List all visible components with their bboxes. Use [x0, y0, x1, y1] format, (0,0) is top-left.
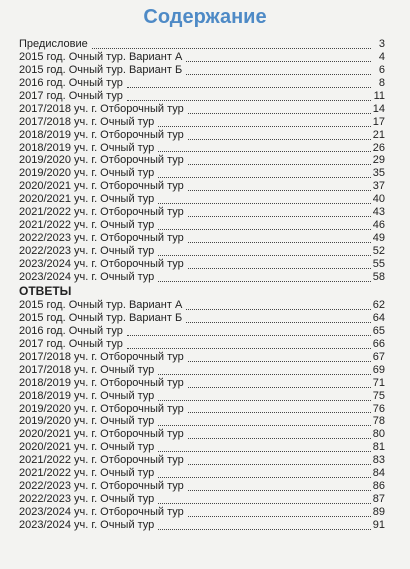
- toc-entry: [19, 480, 385, 493]
- dot-leader: [158, 366, 370, 375]
- dot-leader: [188, 482, 371, 491]
- toc-entry-page: 3: [378, 38, 385, 50]
- toc-entry: [19, 90, 385, 103]
- dot-leader: [127, 340, 371, 349]
- toc-entry: [19, 428, 385, 441]
- dot-leader: [188, 456, 371, 465]
- toc-entry-label: 2017 год. Очный тур: [19, 337, 123, 350]
- dot-leader: [158, 392, 370, 401]
- toc-entry: [19, 232, 385, 245]
- toc-entry: [19, 116, 385, 129]
- dot-leader: [158, 195, 370, 204]
- answers-section: [19, 283, 385, 532]
- toc-entry: [19, 441, 385, 454]
- dot-leader: [158, 143, 370, 152]
- toc-entry-page: 55: [372, 257, 385, 270]
- dot-leader: [186, 53, 371, 62]
- toc-entry-label: 2021/2022 уч. г. Отборочный тур: [19, 206, 184, 219]
- toc-entry-label: 2022/2023 уч. г. Очный тур: [19, 493, 155, 506]
- toc-entry-label: 2021/2022 уч. г. Очный тур: [19, 219, 155, 232]
- toc-entry-page: 78: [372, 415, 385, 428]
- toc-entry-label: 2022/2023 уч. г. Очный тур: [19, 245, 155, 257]
- toc-entry: [19, 493, 385, 506]
- toc-entry: [19, 351, 385, 364]
- page-title: Содержание: [143, 6, 267, 28]
- toc-entry-page: 83: [372, 454, 385, 467]
- toc-entry: [19, 519, 385, 532]
- dot-leader: [188, 105, 371, 114]
- dot-leader: [186, 66, 371, 75]
- toc-entry-page: 29: [372, 154, 385, 167]
- toc-entry: [19, 467, 385, 480]
- toc-entry-label: 2020/2021 уч. г. Отборочный тур: [19, 428, 184, 441]
- toc-entry-page: 65: [372, 324, 385, 337]
- toc-entry-label: 2022/2023 уч. г. Отборочный тур: [19, 232, 184, 245]
- dot-leader: [188, 379, 371, 388]
- toc-entry: [19, 338, 385, 351]
- toc-entry: [19, 167, 385, 180]
- toc-entry: [19, 258, 385, 271]
- toc-entry-page: 4: [378, 50, 385, 63]
- toc-entry: [19, 154, 385, 167]
- toc-entry-label: 2018/2019 уч. г. Очный тур: [19, 141, 155, 154]
- toc-entry-label: 2020/2021 уч. г. Очный тур: [19, 193, 155, 206]
- toc-entry-label: 2015 год. Очный тур. Вариант А: [19, 50, 183, 63]
- dot-leader: [188, 404, 371, 413]
- toc-entry-label: 2022/2023 уч. г. Отборочный тур: [19, 480, 184, 493]
- toc-entry-page: 8: [378, 76, 385, 89]
- toc-entry-label: 2015 год. Очный тур. Вариант Б: [19, 311, 183, 324]
- dot-leader: [186, 301, 370, 310]
- toc-entry: [19, 377, 385, 390]
- dot-leader: [158, 221, 370, 230]
- toc-entry-label: 2015 год. Очный тур. Вариант Б: [19, 63, 183, 76]
- toc-entry: [19, 299, 385, 312]
- toc-entry: [19, 129, 385, 142]
- toc-entry-label: Предисловие: [19, 38, 88, 50]
- toc-entry-page: 46: [372, 219, 385, 232]
- toc-entry-page: 71: [372, 376, 385, 389]
- toc-entry: [19, 271, 385, 284]
- toc-entry-label: 2015 год. Очный тур. Вариант А: [19, 299, 183, 311]
- toc-entry-page: 43: [372, 206, 385, 219]
- dot-leader: [188, 208, 371, 217]
- toc-entry-label: 2018/2019 уч. г. Очный тур: [19, 389, 155, 402]
- dot-leader: [188, 260, 371, 269]
- toc-entry: [19, 77, 385, 90]
- toc-entry-page: 37: [372, 180, 385, 193]
- toc-entry-label: 2017/2018 уч. г. Отборочный тур: [19, 350, 184, 363]
- toc-entry-page: 17: [372, 115, 385, 128]
- toc-entry: [19, 193, 385, 206]
- toc-entry-label: 2023/2024 уч. г. Очный тур: [19, 270, 155, 283]
- dot-leader: [188, 353, 371, 362]
- contents-list: [19, 38, 385, 284]
- toc-entry-page: 91: [372, 518, 385, 531]
- toc-entry-page: 40: [372, 193, 385, 206]
- toc-entry-page: 21: [372, 128, 385, 141]
- toc-entry: [19, 206, 385, 219]
- answers-heading: ОТВЕТЫ: [19, 284, 72, 298]
- toc-entry-label: 2019/2020 уч. г. Отборочный тур: [19, 402, 184, 415]
- toc-entry-page: 49: [372, 232, 385, 245]
- toc-entry-label: 2020/2021 уч. г. Очный тур: [19, 441, 155, 454]
- toc-entry: [19, 180, 385, 193]
- toc-entry-page: 80: [372, 428, 385, 441]
- toc-entry-page: 35: [372, 167, 385, 180]
- toc-entry-page: 64: [372, 311, 385, 324]
- toc-entry: [19, 142, 385, 155]
- toc-entry-label: 2021/2022 уч. г. Отборочный тур: [19, 454, 184, 467]
- toc-entry-page: 81: [372, 441, 385, 454]
- dot-leader: [158, 169, 370, 178]
- toc-entry-label: 2018/2019 уч. г. Отборочный тур: [19, 376, 184, 389]
- toc-entry: [19, 325, 385, 338]
- toc-entry-page: 89: [372, 506, 385, 518]
- toc-entry-label: 2023/2024 уч. г. Очный тур: [19, 518, 155, 531]
- toc-entry: [19, 403, 385, 416]
- toc-entry-page: 14: [372, 102, 385, 115]
- dot-leader: [188, 131, 371, 140]
- dot-leader: [158, 495, 370, 504]
- dot-leader: [158, 521, 370, 530]
- dot-leader: [158, 417, 370, 426]
- dot-leader: [158, 443, 370, 452]
- toc-entry-page: 66: [372, 337, 385, 350]
- toc-entry-label: 2017/2018 уч. г. Очный тур: [19, 363, 155, 376]
- dot-leader: [127, 327, 371, 336]
- answers-list: [19, 299, 385, 532]
- toc-entry-page: 69: [372, 363, 385, 376]
- toc-entry: [19, 312, 385, 325]
- dot-leader: [158, 469, 370, 478]
- toc-entry: [19, 245, 385, 258]
- toc-entry: [19, 506, 385, 519]
- toc-entry-label: 2017/2018 уч. г. Отборочный тур: [19, 102, 184, 115]
- dot-leader: [92, 40, 371, 49]
- toc-entry-page: 86: [372, 480, 385, 493]
- toc-entry-page: 76: [372, 402, 385, 415]
- toc-entry: [19, 51, 385, 64]
- dot-leader: [158, 118, 370, 127]
- toc-entry-label: 2019/2020 уч. г. Очный тур: [19, 167, 155, 180]
- toc-entry-label: 2016 год. Очный тур: [19, 76, 123, 89]
- dot-leader: [158, 273, 370, 282]
- toc-entry-label: 2020/2021 уч. г. Отборочный тур: [19, 180, 184, 193]
- toc-entry-label: 2023/2024 уч. г. Отборочный тур: [19, 506, 184, 518]
- toc-entry-label: 2017 год. Очный тур: [19, 89, 123, 102]
- toc-entry-page: 84: [372, 467, 385, 480]
- toc-entry-page: 62: [372, 299, 385, 311]
- dot-leader: [158, 247, 370, 256]
- toc-entry-label: 2023/2024 уч. г. Отборочный тур: [19, 257, 184, 270]
- toc-entry-label: 2019/2020 уч. г. Очный тур: [19, 415, 155, 428]
- toc-entry-page: 11: [373, 89, 385, 102]
- toc-entry-label: 2019/2020 уч. г. Отборочный тур: [19, 154, 184, 167]
- toc-entry-page: 75: [372, 389, 385, 402]
- toc-entry-label: 2017/2018 уч. г. Очный тур: [19, 115, 155, 128]
- toc-entry: [19, 103, 385, 116]
- dot-leader: [188, 430, 371, 439]
- dot-leader: [188, 156, 371, 165]
- toc-entry: [19, 219, 385, 232]
- dot-leader: [186, 314, 371, 323]
- dot-leader: [127, 79, 371, 88]
- dot-leader: [188, 182, 371, 191]
- toc-entry-page: 58: [372, 270, 385, 283]
- toc-entry: [19, 38, 385, 51]
- toc-entry-page: 26: [372, 141, 385, 154]
- toc-entry: [19, 64, 385, 77]
- toc-entry-label: 2021/2022 уч. г. Очный тур: [19, 467, 155, 480]
- toc-entry: [19, 390, 385, 403]
- toc-entry-label: 2018/2019 уч. г. Отборочный тур: [19, 128, 184, 141]
- toc-entry: [19, 454, 385, 467]
- toc-entry-label: 2016 год. Очный тур: [19, 324, 123, 337]
- dot-leader: [188, 508, 371, 517]
- toc-entry: [19, 364, 385, 377]
- toc-entry-page: 87: [372, 493, 385, 506]
- toc-entry-page: 52: [372, 245, 385, 257]
- dot-leader: [127, 92, 371, 101]
- toc-entry-page: 67: [372, 350, 385, 363]
- dot-leader: [188, 234, 371, 243]
- toc-entry: [19, 415, 385, 428]
- toc-entry-page: 6: [378, 63, 385, 76]
